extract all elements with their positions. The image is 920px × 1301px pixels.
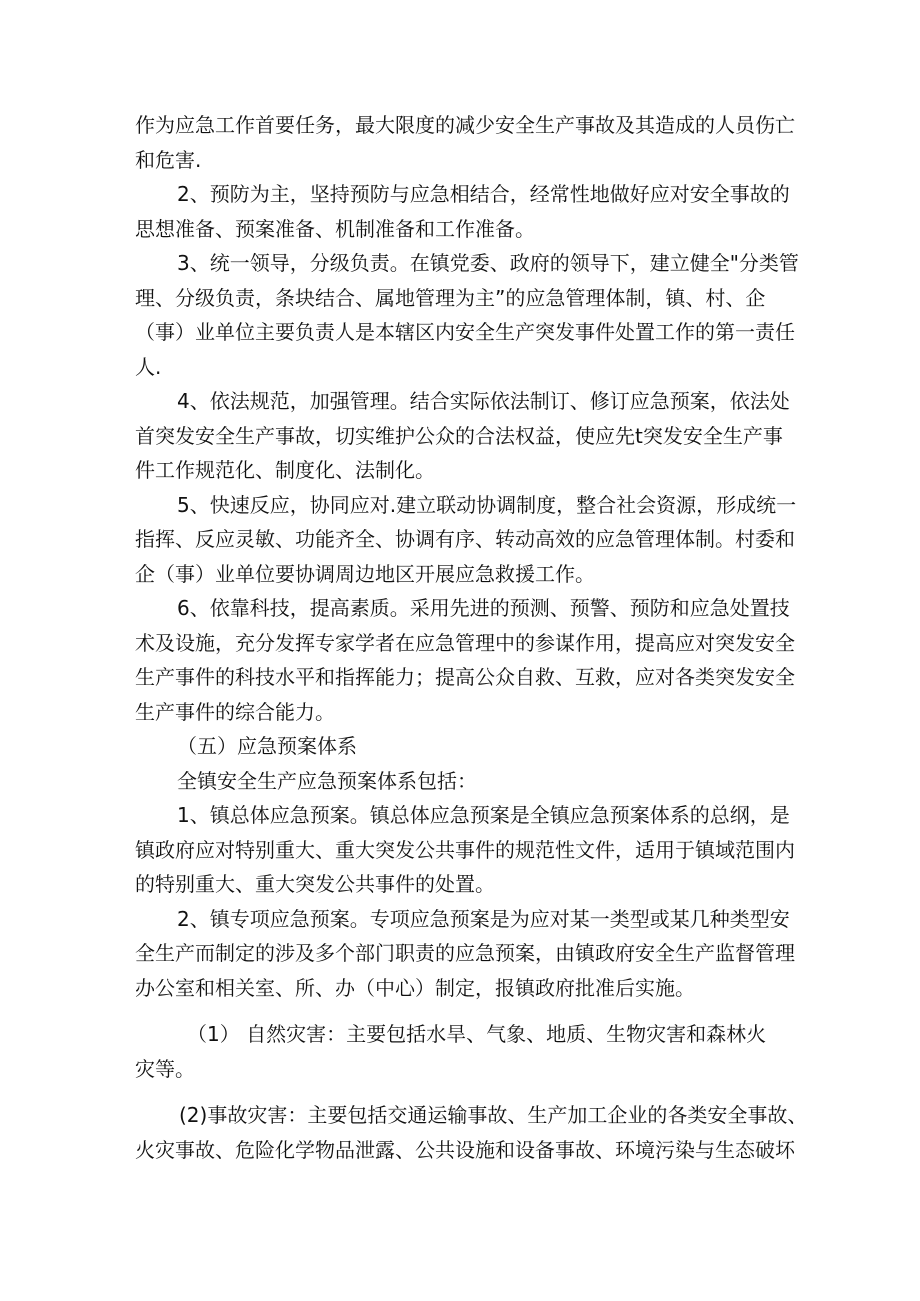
text-line: 办公室和相关室、所、办（中心）制定，报镇政府批准后实施。 [135,975,695,1000]
text-line: （1） 自然灾害：主要包括水旱、气象、地质、生物灾害和森林火 [187,1022,767,1046]
text-line: (2)事故灾害：主要包括交通运输事故、生产加工企业的各类安全事故、 [179,1103,808,1127]
text-line: 灾等。 [135,1056,195,1081]
text-line: 首突发安全生产事故，切实维护公众的合法权益，使应先t突发安全生产事 [135,423,783,448]
text-line: 生产事件的综合能力。 [135,699,335,724]
text-line: 6、依靠科技，提高素质。采用先进的预测、预警、预防和应急处置技 [177,596,790,620]
text-line: 3、统一领导，分级负责。在镇党委、政府的领导下，建立健全"分类管 [177,251,799,275]
text-line: 人. [135,354,162,379]
paragraph-item-6 [135,591,800,729]
paragraph-item-4 [135,384,800,488]
paragraph-plan-1 [135,798,800,902]
paragraph-item-5 [135,488,800,592]
text-line: 和危害. [135,147,202,172]
text-line: 作为应急工作首要任务，最大限度的减少安全生产事故及其造成的人员伤亡 [135,113,795,137]
text-line: 术及设施，充分发挥专家学者在应急管理中的参谋作用，提高应对突发安全 [135,630,795,655]
paragraph-plan-2 [135,902,800,1006]
text-line: 生产事件的科技水平和指挥能力；提高公众自救、互救，应对各类突发安全 [135,665,795,689]
text-line: 全镇安全生产应急预案体系包括： [177,768,477,793]
text-line: 火灾事故、危险化学物品泄露、公共设施和设备事故、环境污染与生态破坏 [135,1137,795,1162]
text-line: （事）业单位主要负责人是本辖区内安全生产突发事件处置工作的第一责任 [135,320,795,344]
text-line: 2、预防为主，坚持预防与应急相结合，经常性地做好应对安全事故的 [177,182,790,206]
text-line: 理、分级负责，条块结合、属地管理为主”的应急管理体制，镇、村、企 [135,285,766,310]
paragraph-system-intro [135,764,800,799]
text-line: 思想准备、预案准备、机制准备和工作准备。 [135,216,535,241]
paragraph-natural-disaster [135,1017,800,1086]
section-heading [135,729,800,764]
text-line: 的特别重大、重大突发公共事件的处置。 [135,872,495,896]
paragraph-item-3 [135,246,800,384]
paragraph-item-2 [135,177,800,246]
text-line: 件工作规范化、制度化、法制化。 [135,458,435,482]
text-line: 1、镇总体应急预案。镇总体应急预案是全镇应急预案体系的总纲，是 [177,803,790,827]
text-line: 企（事）业单位要协调周边地区开展应急救援工作。 [135,561,595,586]
section-title: （五）应急预案体系 [177,734,357,758]
text-line: 全生产而制定的涉及多个部门职责的应急预案，由镇政府安全生产监督管理 [135,941,795,965]
paragraph-accident-disaster [135,1098,808,1167]
text-line: 2、镇专项应急预案。专项应急预案是为应对某一类型或某几种类型安 [177,906,790,931]
paragraph-intro [135,108,800,177]
text-line: 5、快速反应，协同应对.建立联动协调制度，整合社会资源，形成统一 [177,492,797,517]
text-line: 镇政府应对特别重大、重大突发公共事件的规范性文件，适用于镇域范围内 [135,837,795,862]
text-line: 4、依法规范，加强管理。结合实际依法制订、修订应急预案，依法处 [177,389,790,413]
text-line: 指挥、反应灵敏、功能齐全、协调有序、转动高效的应急管理体制。村委和 [135,527,795,551]
